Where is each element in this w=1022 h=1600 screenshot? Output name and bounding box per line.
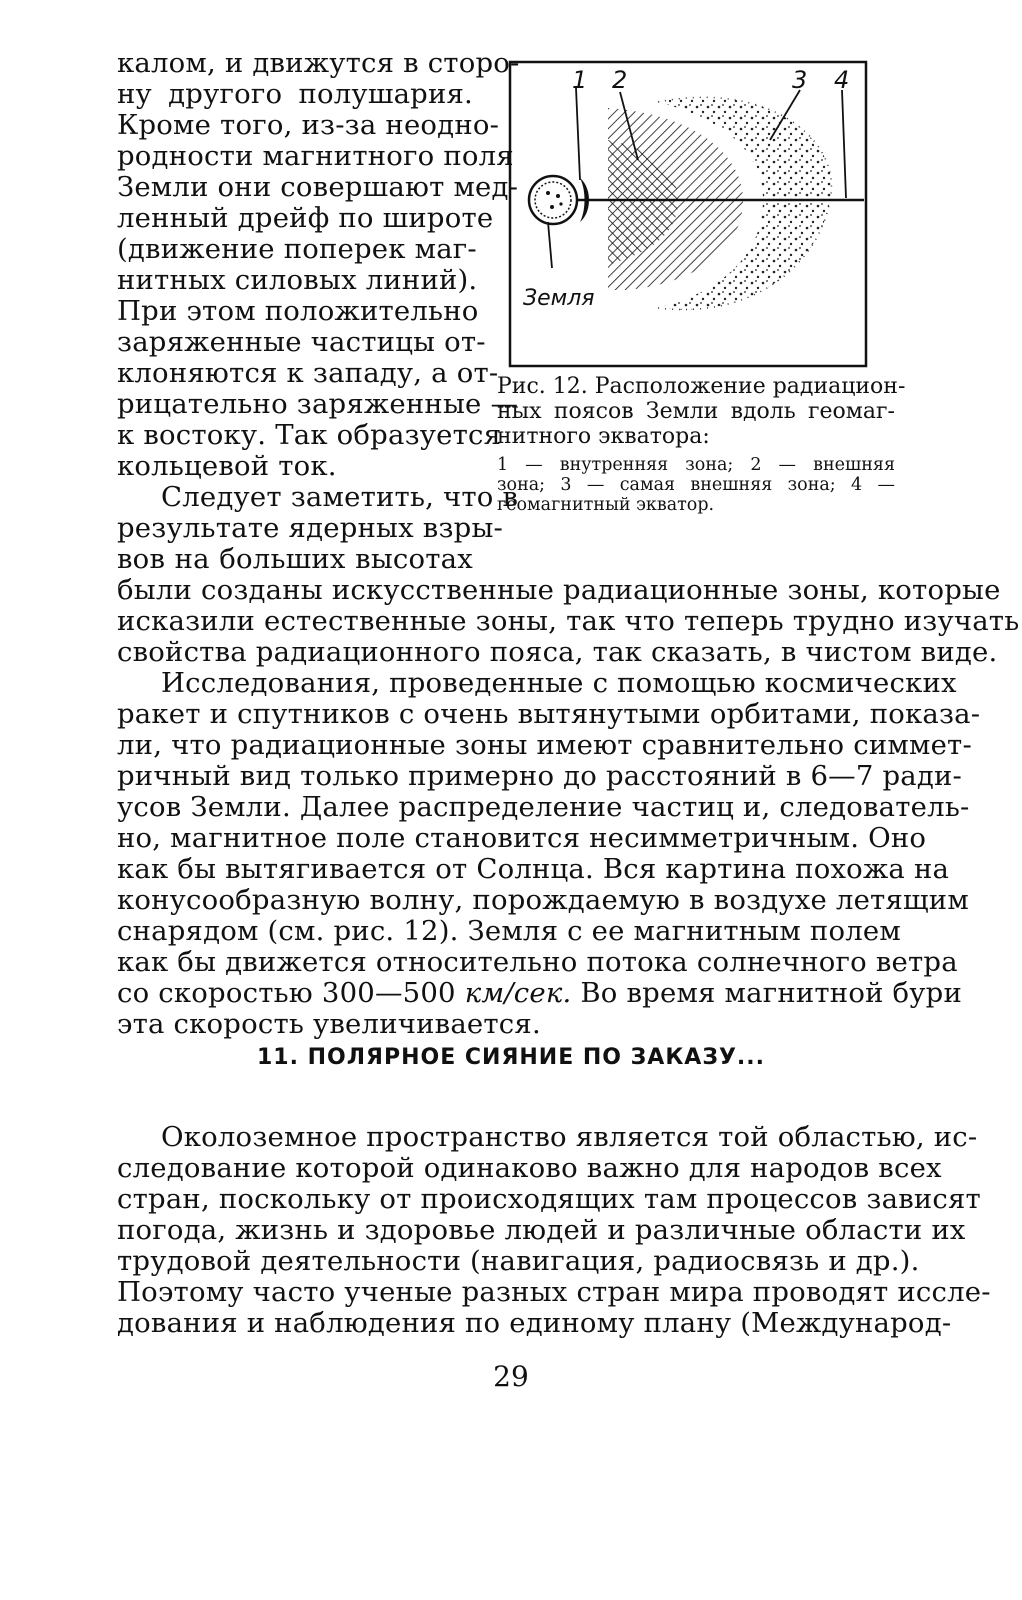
text-line: ричный вид только примерно до расстояний в 6—7 ради- — [117, 760, 963, 792]
section-heading: 11. ПОЛЯРНОЕ СИЯНИЕ ПО ЗАКАЗУ... — [257, 1045, 765, 1070]
text-segment: Во время магнитной бури — [571, 977, 963, 1009]
label-1: 1 — [572, 66, 588, 94]
figure-legend: 1 — внутренняя зона; 2 — внешняя — [497, 455, 895, 475]
figure-caption: нитного экватора: — [497, 424, 710, 449]
text-line: следование которой одинаково важно для народов всех — [117, 1152, 942, 1184]
label-2: 2 — [612, 66, 628, 94]
text-line: нитных силовых линий). — [117, 264, 478, 296]
text-segment: со скоростью 300—500 — [117, 977, 465, 1009]
figure-caption: ных поясов Земли вдоль геомаг- — [497, 399, 895, 424]
text-line: Исследования, проведенные с помощью космических — [161, 667, 957, 699]
text-line: Земли они совершают мед- — [117, 171, 519, 203]
text-line: стран, поскольку от происходящих там процессов зависят — [117, 1183, 981, 1215]
figure-legend: геомагнитный экватор. — [497, 495, 715, 515]
text-line: к востоку. Так образуется — [117, 419, 502, 451]
text-line: результате ядерных взры- — [117, 512, 504, 544]
figure-legend: зона; 3 — самая внешняя зона; 4 — — [497, 475, 895, 495]
text-line: рицательно заряженные — — [117, 388, 519, 420]
text-line: эта скорость увеличивается. — [117, 1008, 541, 1040]
text-line: Кроме того, из-за неодно- — [117, 109, 500, 141]
text-line: ракет и спутников с очень вытянутыми орбитами, показа- — [117, 698, 981, 730]
text-line: Околоземное пространство является той областью, ис- — [161, 1121, 978, 1153]
text-line: родности магнитного поля — [117, 140, 514, 172]
text-line: как бы вытягивается от Солнца. Вся картина похожа на — [117, 853, 950, 885]
text-line: снарядом (см. рис. 12). Земля с ее магнитным полем — [117, 915, 901, 947]
text-line: (движение поперек маг- — [117, 233, 477, 265]
text-line: заряженные частицы от- — [117, 326, 486, 358]
text-line: исказили естественные зоны, так что теперь трудно изучать — [117, 605, 1020, 637]
text-line: Поэтому часто ученые разных стран мира проводят иссле- — [117, 1276, 991, 1308]
text-line: дования и наблюдения по единому плану (Международ- — [117, 1307, 952, 1339]
text-line: калом, и движутся в сторо- — [117, 47, 520, 79]
text-line: но, магнитное поле становится несимметричным. Оно — [117, 822, 927, 854]
text-line: трудовой деятельности (навигация, радиосвязь и др.). — [117, 1245, 920, 1277]
text-line: как бы движется относительно потока солнечного ветра — [117, 946, 958, 978]
text-line: свойства радиационного пояса, так сказать, в чистом виде. — [117, 636, 998, 668]
label-4: 4 — [834, 66, 850, 94]
text-line — [117, 977, 963, 1009]
text-line: клоняются к западу, а от- — [117, 357, 499, 389]
text-line: ну другого полушария. — [117, 78, 473, 110]
text-line: конусообразную волну, порождаемую в воздухе летящим — [117, 884, 969, 916]
text-line: ли, что радиационные зоны имеют сравнительно симмет- — [117, 729, 972, 761]
text-line: При этом положительно — [117, 295, 479, 327]
text-line: Следует заметить, что в — [161, 481, 519, 513]
label-3: 3 — [792, 66, 808, 94]
text-line: усов Земли. Далее распределение частиц и, следователь- — [117, 791, 970, 823]
earth-label: Земля — [523, 286, 595, 311]
text-line: кольцевой ток. — [117, 450, 337, 482]
text-line: ленный дрейф по широте — [117, 202, 494, 234]
page-number: 29 — [493, 1360, 529, 1393]
text-line: погода, жизнь и здоровье людей и различные области их — [117, 1214, 966, 1246]
figure-caption: Рис. 12. Расположение радиацион- — [497, 374, 906, 399]
text-line: были созданы искусственные радиационные зоны, которые — [117, 574, 1001, 606]
unit-text: км/сек. — [464, 977, 572, 1009]
text-line: вов на больших высотах — [117, 543, 473, 575]
radiation-belts-figure — [508, 60, 868, 368]
